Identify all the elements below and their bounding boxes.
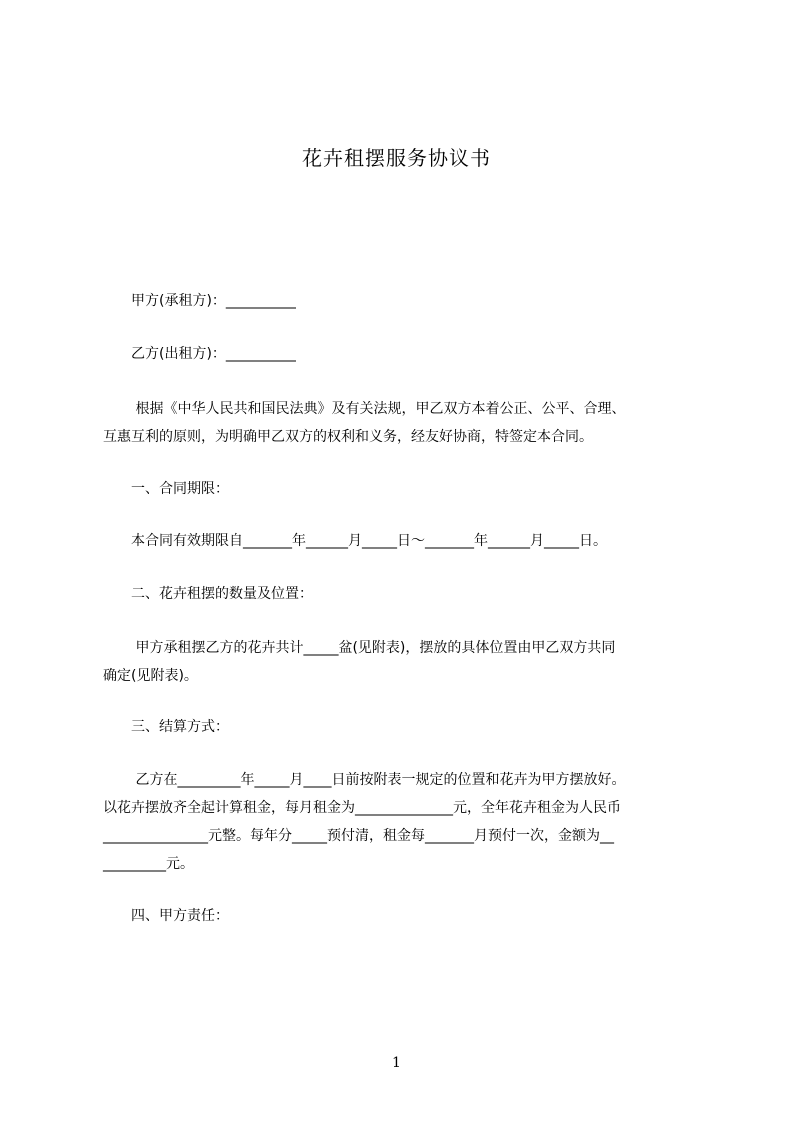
party-a-line: 甲方(承租方)：__________	[103, 293, 296, 309]
section-3-body-line-2: 以花卉摆放齐全起计算租金，每月租金为______________元，全年花卉租金为人民币	[103, 800, 621, 816]
intro-line-2: 互惠互利的原则，为明确甲乙双方的权利和义务，经友好协商，特签定本合同。	[103, 429, 593, 445]
section-3-heading: 三、结算方式：	[103, 719, 229, 735]
section-3-body-line-4: _________元。	[103, 856, 194, 872]
section-4-heading: 四、甲方责任：	[103, 908, 229, 924]
section-1-body: 本合同有效期限自_______年______月_____日～_______年______月_____日。	[103, 533, 607, 549]
section-2-heading: 二、花卉租摆的数量及位置：	[103, 586, 313, 602]
section-3-body-line-1: 乙方在_________年_____月____日前按附表一规定的位置和花卉为甲方摆放好。	[103, 772, 626, 788]
document-title: 花卉租摆服务协议书	[302, 146, 491, 170]
section-2-body-line-1: 甲方承租摆乙方的花卉共计_____盆(见附表)，摆放的具体位置由甲乙双方共同	[103, 640, 616, 656]
party-b-line: 乙方(出租方)：__________	[103, 346, 296, 362]
intro-line-1: 根据《中华人民共和国民法典》及有关法规，甲乙双方本着公正、公平、合理、	[103, 401, 626, 417]
section-3-body-line-3: _______________元整。每年分_____预付清，租金每_______月预付一次，金额为__	[103, 828, 614, 844]
section-1-heading: 一、合同期限：	[103, 481, 229, 497]
section-2-body-line-2: 确定(见附表)。	[103, 668, 198, 684]
page-number: 1	[392, 1055, 401, 1071]
